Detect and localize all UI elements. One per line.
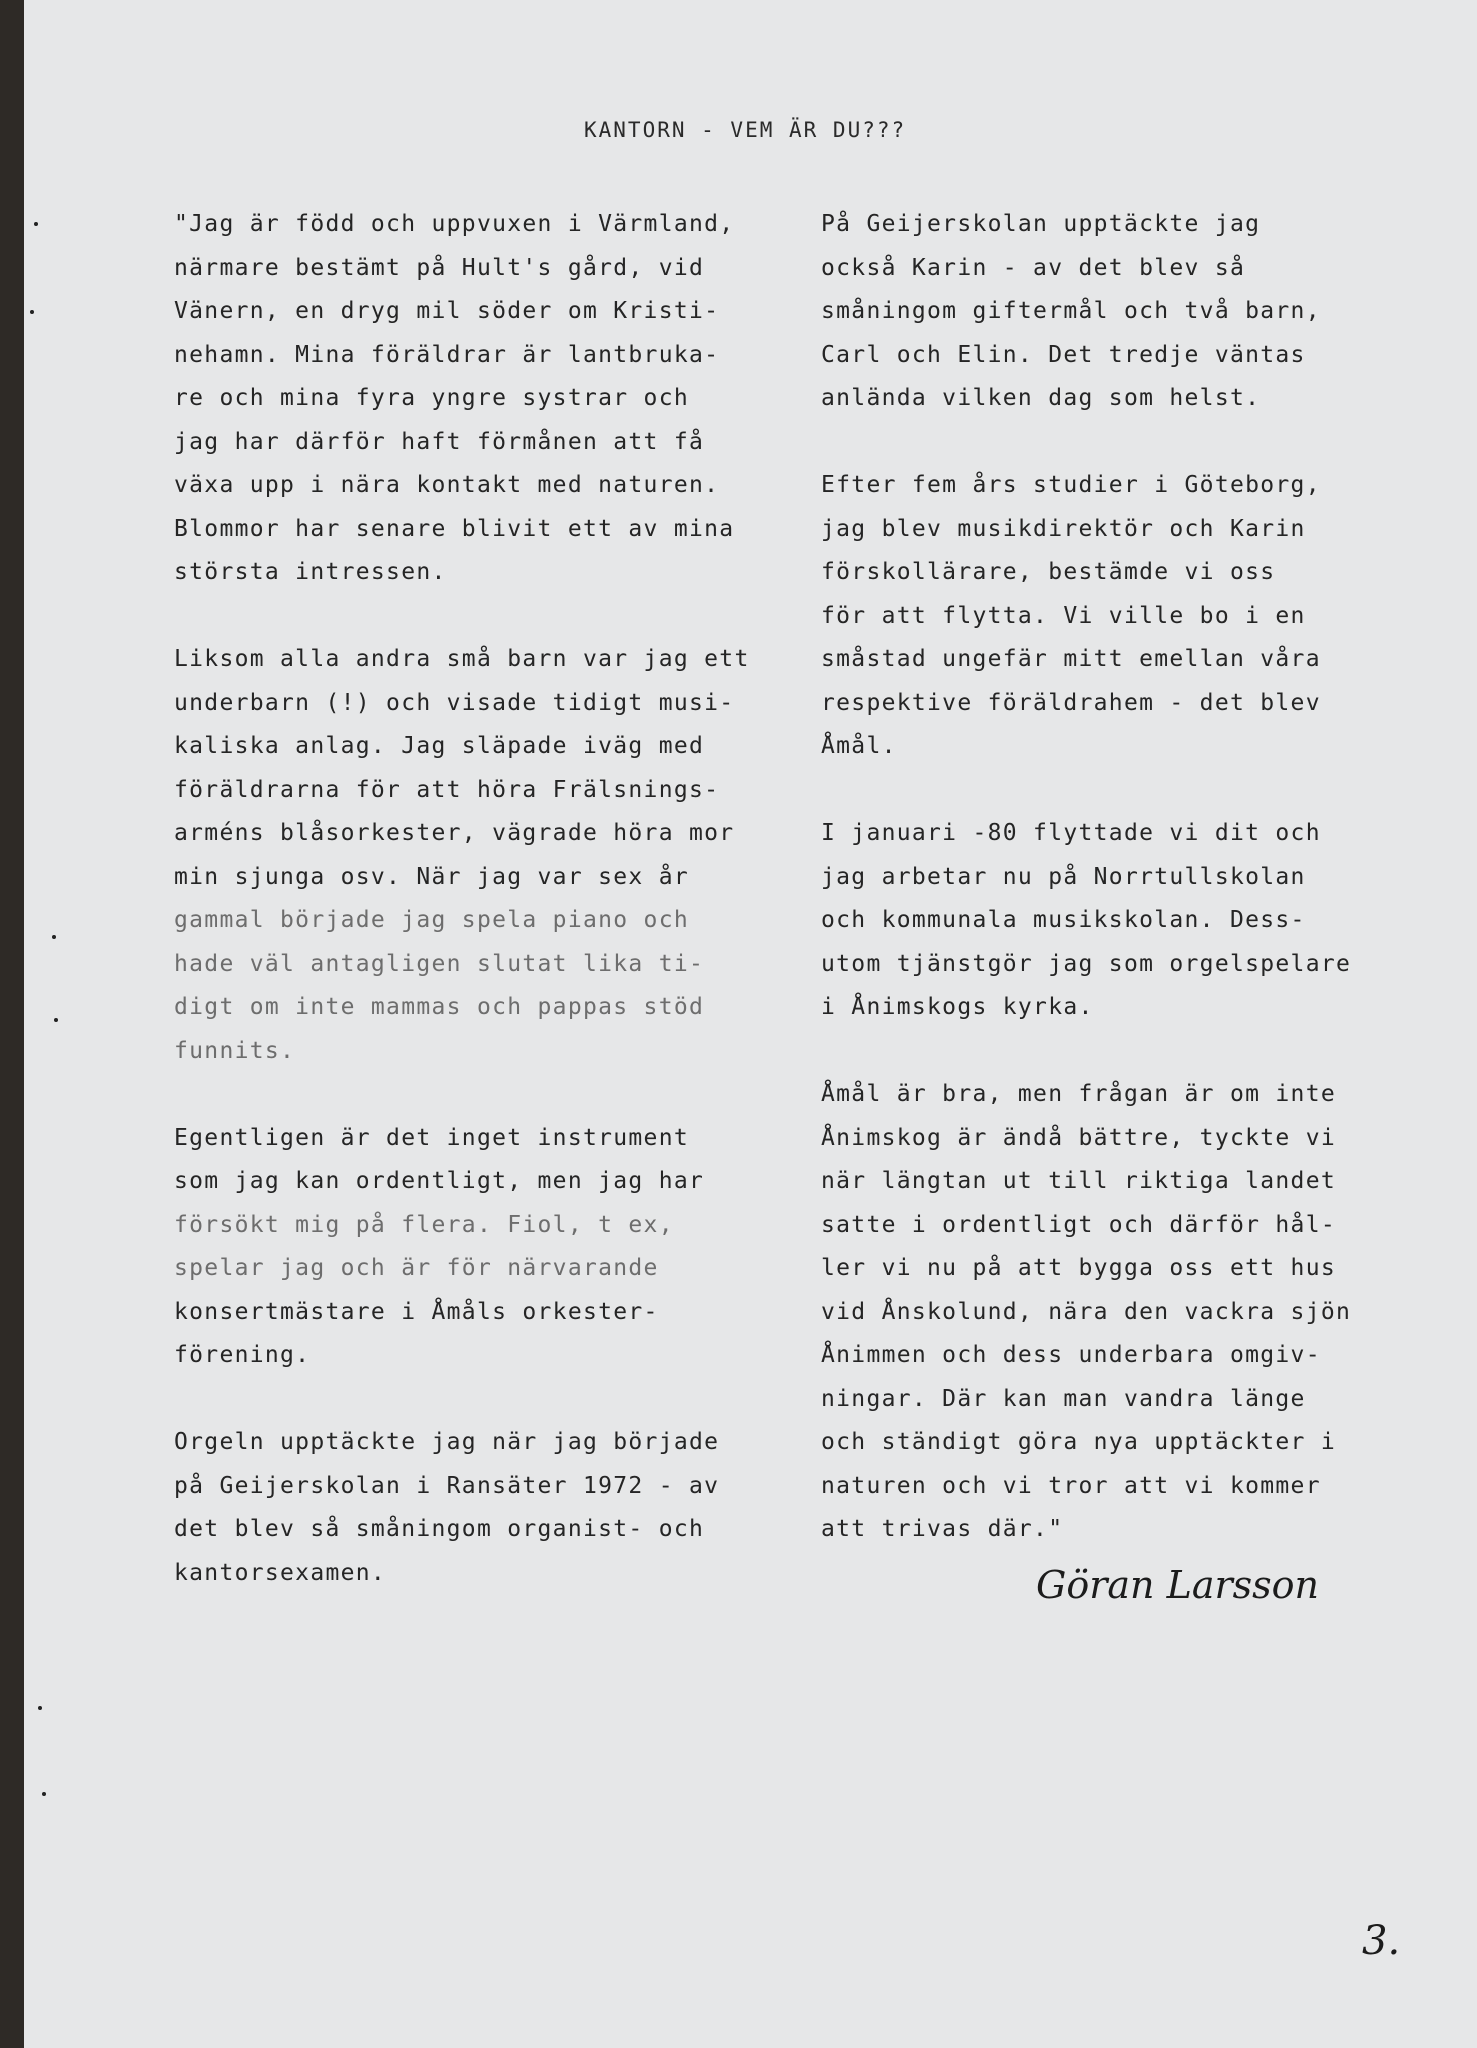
text-line: Ånimmen och dess underbara omgiv- [821, 1342, 1321, 1368]
signature-text: Göran Larsson [1036, 1563, 1320, 1607]
text-line: naturen och vi tror att vi kommer [821, 1472, 1321, 1499]
text-line: närmare bestämt på Hult's gård, vid [174, 254, 705, 281]
margin-dot [30, 310, 34, 314]
text-line: Orgeln upptäckte jag när jag började [174, 1429, 720, 1455]
text-line: och ständigt göra nya upptäckter i [821, 1429, 1337, 1455]
text-line: Vänern, en dryg mil söder om Kristi- [174, 298, 720, 324]
text-line: på Geijerskolan i Ransäter 1972 - av [174, 1472, 720, 1499]
text-line: småstad ungefär mitt emellan våra [821, 646, 1321, 672]
page-number: 3. [1362, 1918, 1401, 1964]
text-line: kaliska anlag. Jag släpade iväg med [174, 733, 705, 759]
text-line: funnits. [174, 1037, 296, 1064]
paragraph-childhood [174, 203, 814, 595]
text-line: Liksom alla andra små barn var jag ett [174, 646, 750, 672]
text-line: underbarn (!) och visade tidigt musi- [174, 689, 735, 716]
text-line: jag har därför haft förmånen att få [174, 428, 705, 455]
text-line: re och mina fyra yngre systrar och [174, 385, 690, 411]
text-line: småningom giftermål och två barn, [821, 298, 1321, 324]
text-line: som jag kan ordentligt, men jag har [174, 1168, 705, 1194]
paragraph-work [821, 812, 1461, 1030]
text-line: min sjunga osv. När jag var sex år [174, 863, 690, 890]
text-line: och kommunala musikskolan. Dess- [821, 907, 1306, 933]
margin-dot [38, 1706, 42, 1710]
paragraph-organ [174, 1421, 814, 1595]
paragraph-move [821, 464, 1461, 769]
text-line: vid Ånskolund, nära den vackra sjön [821, 1298, 1352, 1325]
text-line: största intressen. [174, 559, 447, 585]
text-line: digt om inte mammas och pappas stöd [174, 994, 705, 1020]
text-line: i Ånimskogs kyrka. [821, 994, 1094, 1020]
text-line: hade väl antagligen slutat lika ti- [174, 950, 705, 977]
text-line: förening. [174, 1342, 311, 1368]
text-line: växa upp i nära kontakt med naturen. [174, 472, 720, 498]
text-line: förskollärare, bestämde vi oss [821, 559, 1276, 585]
document-page [24, 0, 1477, 2048]
paragraph-home [821, 1073, 1461, 1552]
text-line: I januari -80 flyttade vi dit och [821, 820, 1321, 846]
text-line: att trivas där." [821, 1516, 1064, 1542]
text-line: konsertmästare i Åmåls orkester- [174, 1298, 659, 1325]
handwritten-signature [1026, 1548, 1406, 1618]
text-line: Åmål är bra, men frågan är om inte [821, 1081, 1337, 1107]
text-line: respektive föräldrahem - det blev [821, 689, 1321, 716]
text-line: Carl och Elin. Det tredje väntas [821, 341, 1306, 368]
text-line: satte i ordentligt och därför hål- [821, 1211, 1337, 1238]
text-line: Egentligen är det inget instrument [174, 1124, 690, 1151]
margin-dot [52, 935, 56, 939]
text-line: nehamn. Mina föräldrar är lantbruka- [174, 341, 720, 368]
text-line: spelar jag och är för närvarande [174, 1255, 659, 1281]
text-line: försökt mig på flera. Fiol, t ex, [174, 1211, 674, 1238]
text-line: ningar. Där kan man vandra länge [821, 1385, 1306, 1412]
text-line: utom tjänstgör jag som orgelspelare [821, 950, 1352, 977]
text-line: också Karin - av det blev så [821, 254, 1246, 281]
text-line: anlända vilken dag som helst. [821, 385, 1261, 411]
text-line: Blommor har senare blivit ett av mina [174, 515, 735, 542]
text-line: Åmål. [821, 733, 897, 759]
text-line: det blev så småningom organist- och [174, 1516, 705, 1542]
text-line: Ånimskog är ändå bättre, tyckte vi [821, 1124, 1337, 1151]
text-line: "Jag är född och uppvuxen i Värmland, [174, 211, 735, 237]
paragraph-instruments [174, 1117, 814, 1378]
margin-dot [54, 1018, 58, 1022]
text-line: På Geijerskolan upptäckte jag [821, 211, 1261, 237]
margin-dot [42, 1792, 46, 1796]
text-line: arméns blåsorkester, vägrade höra mor [174, 820, 735, 846]
text-line: för att flytta. Vi ville bo i en [821, 602, 1306, 629]
text-line: när längtan ut till riktiga landet [821, 1168, 1337, 1194]
text-line: gammal började jag spela piano och [174, 907, 690, 933]
margin-dot [34, 222, 38, 226]
paragraph-musical-talent [174, 638, 814, 1073]
text-line: jag arbetar nu på Norrtullskolan [821, 863, 1306, 890]
left-column [174, 203, 814, 1595]
text-line: kantorsexamen. [174, 1559, 387, 1586]
text-line: jag blev musikdirektör och Karin [821, 515, 1306, 542]
text-line: ler vi nu på att bygga oss ett hus [821, 1255, 1337, 1281]
paragraph-family [821, 203, 1461, 421]
right-column [821, 203, 1461, 1552]
text-line: föräldrarna för att höra Frälsnings- [174, 776, 720, 803]
page-title: KANTORN - VEM ÄR DU??? [584, 118, 907, 142]
text-line: Efter fem års studier i Göteborg, [821, 472, 1321, 498]
